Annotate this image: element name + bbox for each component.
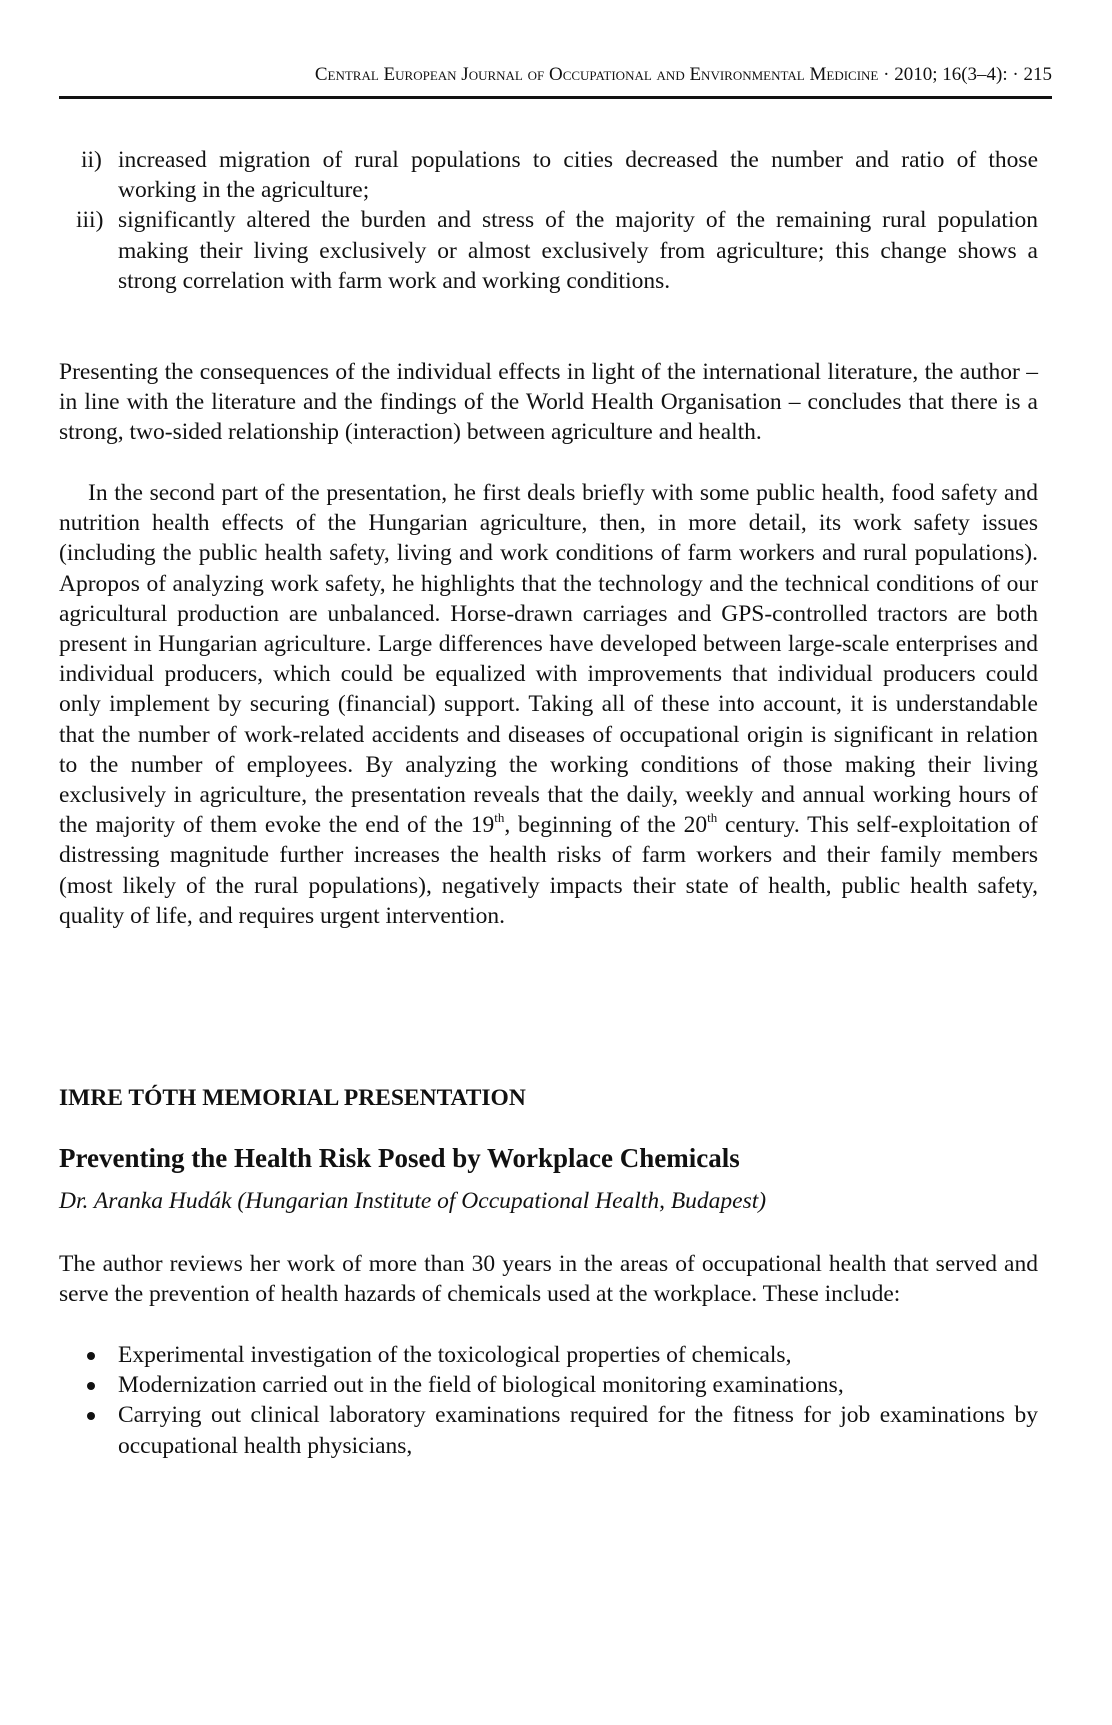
paragraph-conclusion: Presenting the consequences of the individual effects in light of the international literature, the author – in line with the literature and the findings of the World Health Organisation – concludes that there is a strong, two-sided relationship (interaction) between agriculture and health.: [59, 359, 1038, 446]
list-marker: iii): [76, 207, 104, 234]
bullet-text: Experimental investigation of the toxicological properties of chemicals,: [118, 1342, 792, 1368]
list-item: [59, 145, 1038, 205]
numbered-list-continuation: [59, 145, 1038, 296]
header-separator: ·: [878, 64, 895, 85]
list-item-text: increased migration of rural populations to cities decreased the number and ratio of those working in the agriculture;: [118, 147, 1038, 204]
paragraph-text: In the second part of the presentation, he first deals briefly with some public health, food safety and nutrition health effects of the Hungarian agriculture, then, in more detail, its work safety issues (including the public health safety, living and work conditions of farm workers and rural populations). Apropos of analyzing work safety, he highlights that the technology and the technical conditions of our agricultural production are unbalanced. Horse-drawn carriages and GPS-controlled tractors are both present in Hungarian agriculture. Large differences have developed between large-scale enterprises and individual producers, which could be equalized with improvements that individual producers could only implement by securing (financial) support. Taking all of these into account, it is understandable that the number of work-related accidents and diseases of occupational origin is significant in relation to the number of employees. By analyzing the working conditions of those making their living exclusively in agriculture, the presentation reveals that the daily, weekly and annual working hours of the majority of them evoke the end of the 19: [59, 480, 1038, 839]
list-marker: ii): [81, 147, 102, 173]
superscript-ordinal: th: [707, 810, 718, 826]
bullet-icon: [87, 1382, 95, 1390]
section-heading: IMRE TÓTH MEMORIAL PRESENTATION: [59, 1085, 526, 1111]
bullet-text: Carrying out clinical laboratory examinations required for the fitness for job examinations by occupational health physicians,: [118, 1402, 1038, 1459]
header-rule: [59, 96, 1052, 99]
citation-and-page-number: 2010; 16(3–4): · 215: [894, 64, 1052, 85]
list-item-text: significantly altered the burden and stress of the majority of the remaining rural population making their living exclusively or almost exclusively from agriculture; this change shows a strong correlation with farm work and working conditions.: [118, 207, 1038, 294]
list-item: [59, 205, 1038, 296]
bullet-text: Modernization carried out in the field of biological monitoring examinations,: [118, 1372, 844, 1399]
paragraph-text: century. This self-exploitation of distressing magnitude further increases the health risks of farm workers and their family members (most likely of the rural populations), negatively impacts their state of health, public health safety, quality of life, and requires urgent intervention.: [59, 812, 1038, 929]
bullet-icon: [87, 1352, 95, 1360]
bullet-item: [59, 1340, 1038, 1370]
superscript-ordinal: th: [494, 810, 505, 826]
bullet-item: [59, 1400, 1038, 1460]
journal-name: Central European Journal of Occupational and Environmental Medicine: [314, 64, 879, 85]
paragraph-text: , beginning of the 20: [504, 812, 708, 839]
running-header: [59, 63, 1052, 87]
paragraph-abstract-intro: The author reviews her work of more than 30 years in the areas of occupational health that served and serve the prevention of health hazards of chemicals used at the workplace. These include:: [59, 1251, 1038, 1308]
bullet-list: [59, 1340, 1038, 1461]
bullet-item: [59, 1370, 1038, 1400]
article-author-affiliation: Dr. Aranka Hudák (Hungarian Institute of Occupational Health, Budapest): [59, 1188, 767, 1214]
bullet-icon: [87, 1412, 95, 1420]
article-title: Preventing the Health Risk Posed by Workplace Chemicals: [59, 1143, 740, 1173]
paragraph-second-part: [59, 478, 1038, 931]
